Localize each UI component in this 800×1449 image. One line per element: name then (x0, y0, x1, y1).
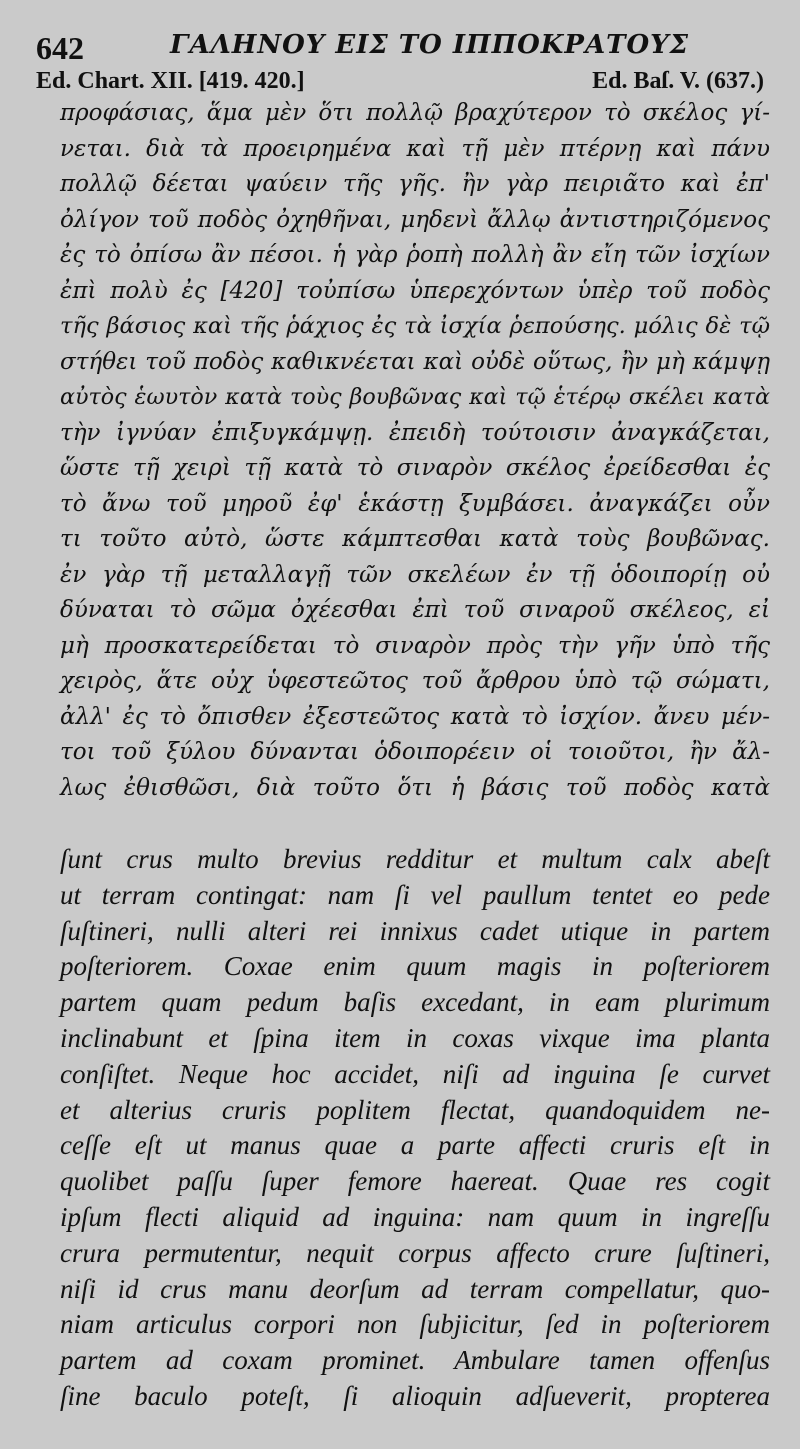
latin-text-line: ut terram contingat: nam ſi vel paullum tentet eo pede (60, 879, 770, 910)
latin-text-line: quolibet paſſu ſuper femore haereat. Quae res cogit (60, 1166, 770, 1197)
latin-text-line: ſuſtineri, nulli alteri rei innixus cadet utique in partem (60, 915, 770, 946)
greek-text-line: ἀλλ' ἐς τὸ ὄπισθεν ἐξεστεῶτος κατὰ τὸ ἰσχίον. ἄνευ μέν- (60, 703, 770, 730)
page-header (0, 0, 800, 100)
latin-text-block (60, 842, 770, 1415)
latin-text-line: ſine baculo poteſt, ſi alioquin adſueverit, propterea (60, 1380, 770, 1411)
greek-text-line: τῆς βάσιος καὶ τῆς ῥάχιος ἐς τὰ ἰσχία ῥεπούσης. μόλις δὲ τῷ (60, 313, 770, 339)
greek-text-line: ὀλίγον τοῦ ποδὸς ὀχηθῆναι, μηδενὶ ἄλλῳ ἀντιστηριζόμενος (60, 206, 770, 233)
latin-text-line: et alterius cruris poplitem flectat, quandoquidem ne- (60, 1094, 770, 1125)
greek-text-line: λως ἐθισθῶσι, διὰ τοῦτο ὅτι ἡ βάσις τοῦ ποδὸς κατὰ (60, 774, 770, 801)
latin-text-line: conſiſtet. Neque hoc accidet, niſi ad inguina ſe curvet (60, 1058, 770, 1089)
greek-text-line: τὴν ἰγνύαν ἐπιξυγκάμψῃ. ἐπειδὴ τούτοισιν ἀναγκάζεται, (60, 419, 770, 446)
latin-text-line: crura permutentur, nequit corpus affecto crure ſuſtineri, (60, 1237, 770, 1268)
greek-text-line: στήθει τοῦ ποδὸς καθικνέεται καὶ οὐδὲ οὕτως, ἢν μὴ κάμψῃ (60, 348, 770, 375)
latin-text-line: niſi id crus manu deorſum ad terram compellatur, quo- (60, 1273, 770, 1304)
greek-text-line: ἐπὶ πολὺ ἐς [420] τοὐπίσω ὑπερεχόντων ὑπὲρ τοῦ ποδὸς (60, 277, 770, 304)
greek-text-line: τοι τοῦ ξύλου δύνανται ὁδοιπορέειν οἱ τοιοῦτοι, ἢν ἄλ- (60, 739, 770, 765)
greek-text-line: χειρὸς, ἅτε οὐχ ὑφεστεῶτος τοῦ ἄρθρου ὑπὸ τῷ σώματι, (60, 668, 770, 694)
latin-text-line: ſunt crus multo brevius redditur et multum calx abeſt (60, 844, 770, 874)
latin-text-line: inclinabunt et ſpina item in coxas vixque ima planta (60, 1022, 770, 1053)
latin-text-line: niam articulus corpori non ſubjicitur, ſed in poſteriorem (60, 1309, 770, 1340)
greek-text-line: τι τοῦτο αὐτὸ, ὥστε κάμπτεσθαι κατὰ τοὺς βουβῶνας. (60, 526, 770, 552)
latin-text-line: poſteriorem. Coxae enim quum magis in poſteriorem (60, 951, 770, 982)
greek-text-line: τὸ ἄνω τοῦ μηροῦ ἐφ' ἑκάστῃ ξυμβάσει. ἀναγκάζει οὖν (60, 490, 770, 517)
latin-text-line: partem quam pedum baſis excedant, in eam plurimum (60, 987, 770, 1018)
greek-text-line: ἐς τὸ ὀπίσω ἂν πέσοι. ἡ γὰρ ῥοπὴ πολλὴ ἂν εἴη τῶν ἰσχίων (60, 242, 770, 268)
greek-text-block (60, 96, 770, 806)
greek-text-line: ὥστε τῇ χειρὶ τῇ κατὰ τὸ σιναρὸν σκέλος ἐρείδεσθαι ἐς (60, 455, 770, 481)
latin-text-line: ceſſe eſt ut manus quae a parte affecti cruris eſt in (60, 1130, 770, 1161)
running-title: ΓΑΛΗΝΟΥ ΕΙΣ ΤΟ ΙΠΠΟΚΡΑΤΟΥΣ (170, 30, 690, 60)
edition-reference-chartier: Ed. Chart. XII. [419. 420.] (36, 68, 305, 94)
latin-text-line: ipſum flecti aliquid ad inguina: nam quum in ingreſſu (60, 1201, 770, 1232)
greek-text-line: πολλῷ δέεται ψαύειν τῆς γῆς. ἢν γὰρ πειριᾶτο καὶ ἐπ' (60, 171, 770, 197)
greek-text-line: προφάσιας, ἅμα μὲν ὅτι πολλῷ βραχύτερον τὸ σκέλος γί- (60, 100, 770, 126)
greek-text-line: αὐτὸς ἑωυτὸν κατὰ τοὺς βουβῶνας καὶ τῷ ἑτέρῳ σκέλει κατὰ (60, 384, 770, 410)
page-number: 642 (36, 30, 84, 66)
greek-text-line: μὴ προσκατερείδεται τὸ σιναρὸν πρὸς τὴν γῆν ὑπὸ τῆς (60, 632, 770, 659)
edition-reference-basel: Ed. Baſ. V. (637.) (592, 68, 764, 94)
latin-text-line: partem ad coxam prominet. Ambulare tamen offenſus (60, 1345, 770, 1376)
greek-text-line: νεται. διὰ τὰ προειρημένα καὶ τῇ μὲν πτέρνῃ καὶ πάνυ (60, 135, 770, 162)
greek-text-line: δύναται τὸ σῶμα ὀχέεσθαι ἐπὶ τοῦ σιναροῦ σκέλεος, εἰ (60, 597, 770, 623)
greek-text-line: ἐν γὰρ τῇ μεταλλαγῇ τῶν σκελέων ἐν τῇ ὁδοιπορίῃ οὐ (60, 561, 770, 588)
